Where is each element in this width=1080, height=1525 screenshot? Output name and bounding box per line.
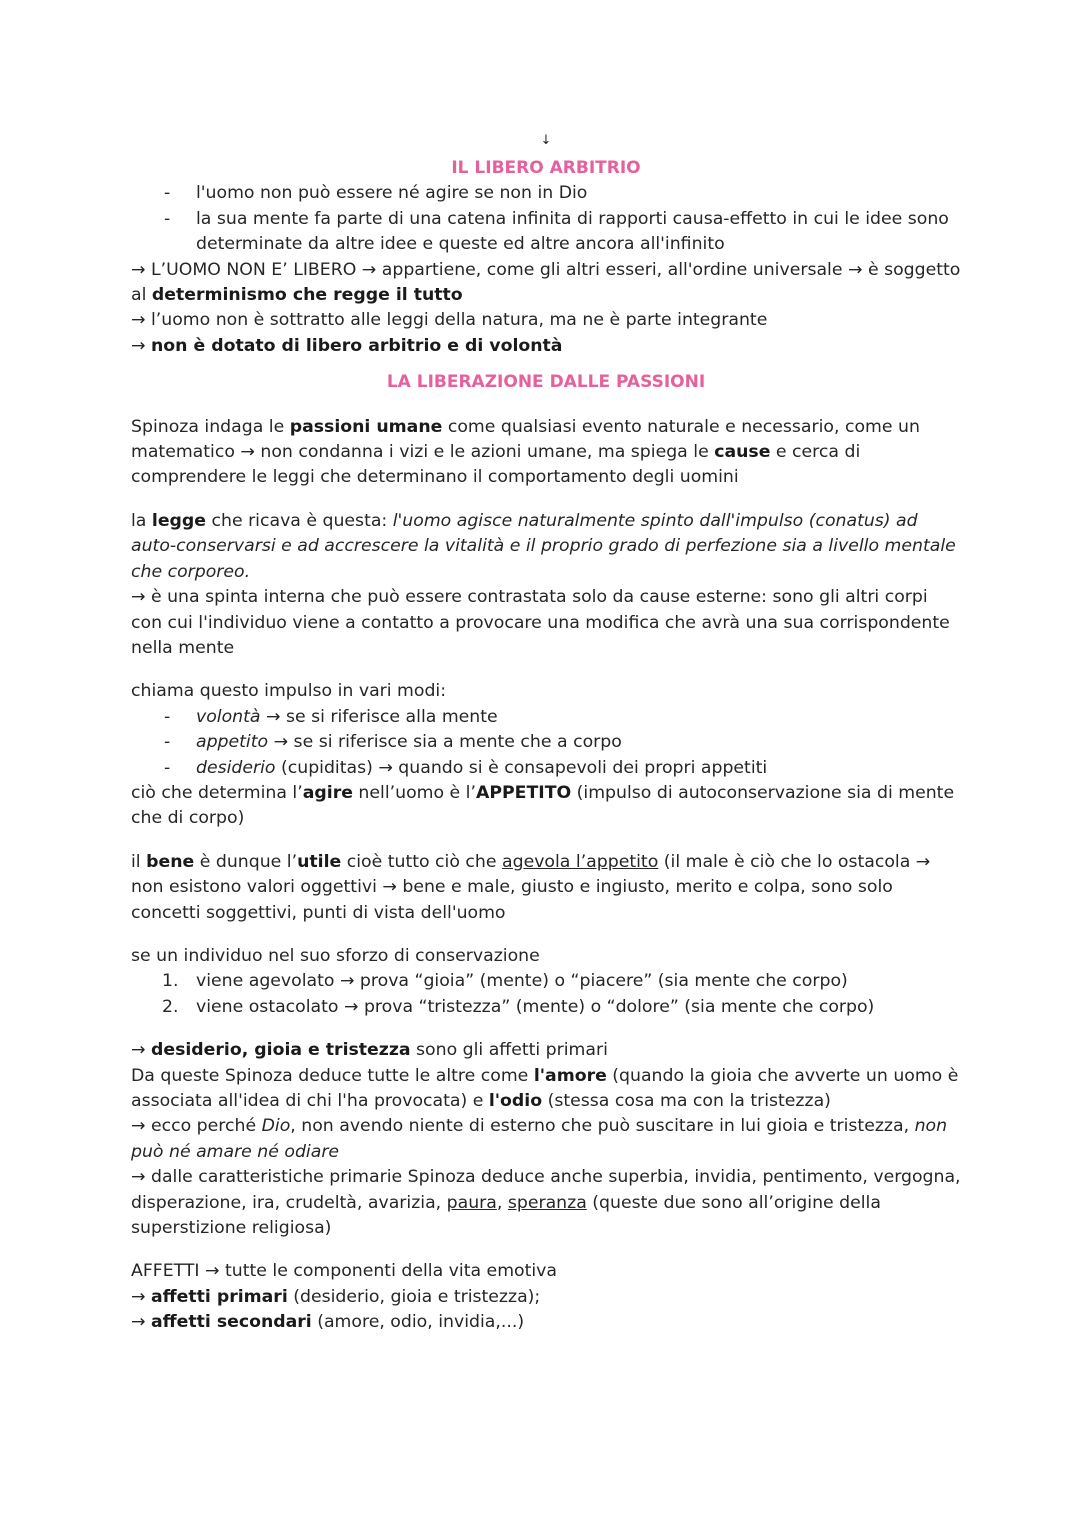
bullet-list: [131, 181, 961, 257]
paragraph: il bene è dunque l’utile cioè tutto ciò che agevola l’appetito (il male è ciò che lo ostacola → non esistono valori oggettivi → bene e male, giusto e ingiusto, merito e colpa, sono solo concetti soggettivi, punti di vista dell'uomo: [131, 851, 931, 923]
list-item: - l'uomo non può essere né agire se non in Dio: [131, 181, 961, 206]
paragraph: se un individuo nel suo sforzo di conservazione: [131, 945, 540, 966]
paragraph: Spinoza indaga le passioni umane come qualsiasi evento naturale e necessario, come un matematico → non condanna i vizi e le azioni umane, ma spiega le cause e cerca di comprendere le leggi che determinano il comportamento degli uomini: [131, 416, 920, 488]
list-item: 1. viene agevolato → prova “gioia” (mente) o “piacere” (sia mente che corpo): [162, 971, 848, 992]
list-item: - appetito → se si riferisce sia a mente che a corpo: [131, 730, 961, 755]
paragraph: → L’UOMO NON E’ LIBERO → appartiene, come gli altri esseri, all'ordine universale → è soggetto al determinismo che regge il tutto: [131, 259, 961, 306]
paragraph: AFFETTI → tutte le componenti della vita emotiva: [131, 1261, 557, 1282]
paragraph: la legge che ricava è questa: l'uomo agisce naturalmente spinto dall'impulso (conatus) ad auto-conservarsi e ad accrescere la vitalità e il proprio grado di perfezione sia a livello mentale che corporeo.: [131, 510, 956, 582]
list-item: 2. viene ostacolato → prova “tristezza” (mente) o “dolore” (sia mente che corpo): [162, 996, 875, 1017]
paragraph: → desiderio, gioia e tristezza sono gli affetti primari: [131, 1040, 608, 1061]
paragraph: ciò che determina l’agire nell’uomo è l’APPETITO (impulso di autoconservazione sia di mente che di corpo): [131, 782, 955, 829]
list-item: - desiderio (cupiditas) → quando si è consapevoli dei propri appetiti: [131, 756, 961, 781]
paragraph: → dalle caratteristiche primarie Spinoza deduce anche superbia, invidia, pentimento, vergogna, disperazione, ira, crudeltà, avarizia, paura, speranza (queste due sono all’origine della superstizione religiosa): [131, 1167, 961, 1239]
list-item: - volontà → se si riferisce alla mente: [131, 705, 961, 730]
paragraph: Da queste Spinoza deduce tutte le altre come l'amore (quando la gioia che avverte un uomo è associata all'idea di chi l'ha provocata) e l'odio (stessa cosa ma con la tristezza): [131, 1065, 959, 1111]
paragraph: → l’uomo non è sottratto alle leggi della natura, ma ne è parte integrante: [131, 310, 768, 331]
impulse-list: [131, 705, 961, 781]
list-item: - la sua mente fa parte di una catena infinita di rapporti causa-effetto in cui le idee sono determinate da altre idee e queste ed altre ancora all'infinito: [131, 207, 961, 258]
paragraph: → è una spinta interna che può essere contrastata solo da cause esterne: sono gli altri corpi con cui l'individuo viene a contatto a provocare una modifica che avrà una sua corrispondente nella mente: [131, 587, 950, 658]
paragraph: → affetti secondari (amore, odio, invidia,...): [131, 1312, 525, 1333]
page-content: [131, 130, 961, 1336]
paragraph: → non è dotato di libero arbitrio e di volontà: [131, 335, 563, 356]
paragraph: → ecco perché Dio, non avendo niente di esterno che può suscitare in lui gioia e tristezza, non può né amare né odiare: [131, 1116, 948, 1162]
arrow-down-icon: ↓: [540, 133, 552, 148]
heading-libero-arbitrio: IL LIBERO ARBITRIO: [451, 158, 641, 178]
paragraph: chiama questo impulso in vari modi:: [131, 681, 447, 702]
heading-liberazione-passioni: LA LIBERAZIONE DALLE PASSIONI: [386, 372, 706, 393]
paragraph: → affetti primari (desiderio, gioia e tristezza);: [131, 1286, 541, 1307]
numbered-list: [131, 969, 961, 1020]
